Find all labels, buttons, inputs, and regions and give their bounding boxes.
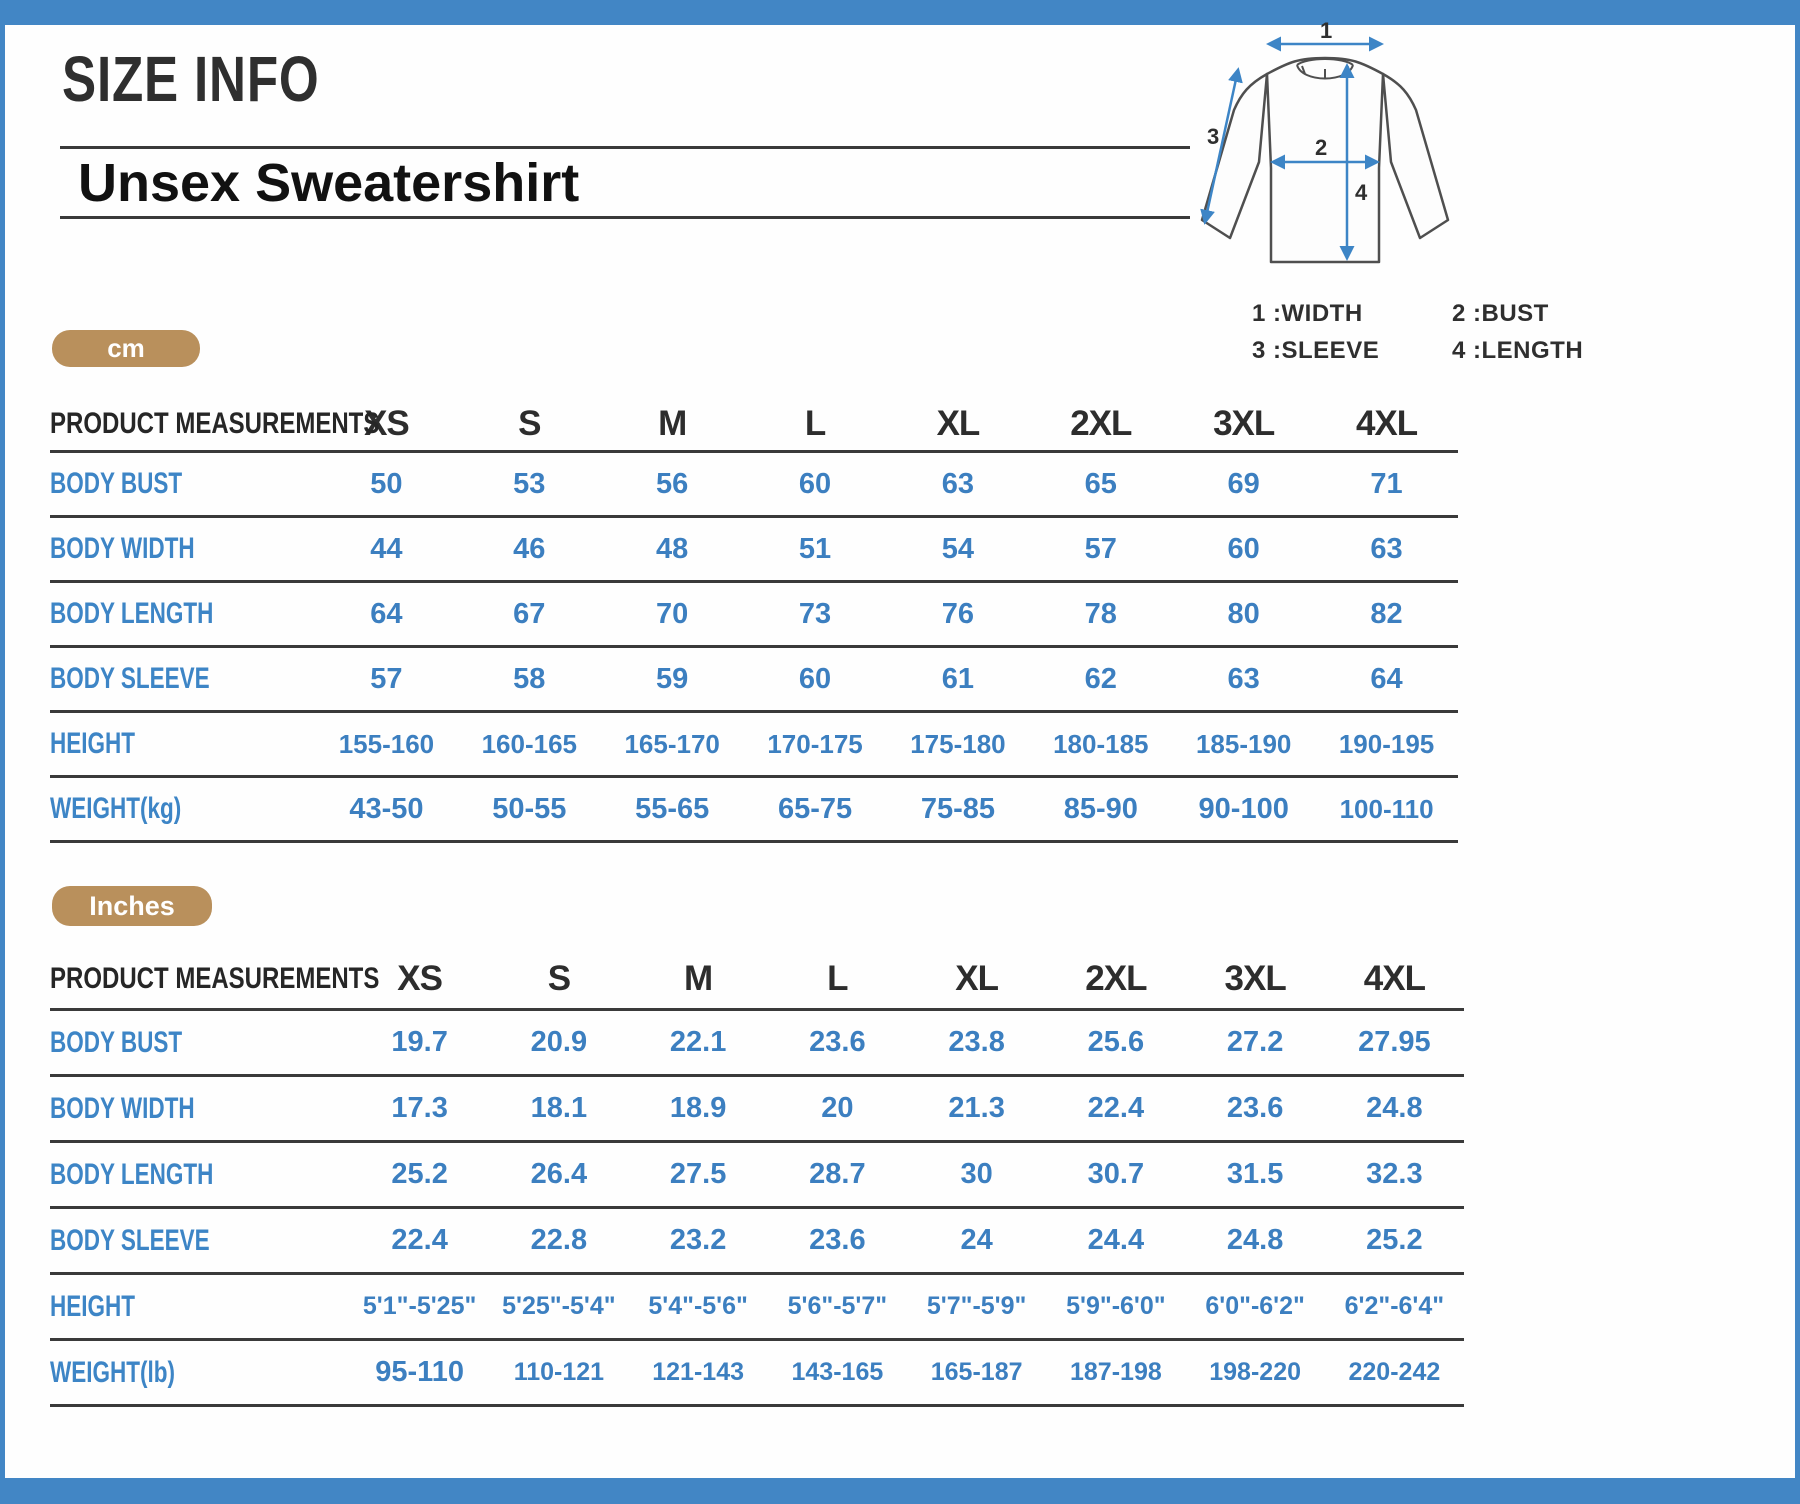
- table-row: [50, 778, 1458, 843]
- table-row: [50, 518, 1458, 583]
- size-value-cell: 24: [960, 1224, 993, 1256]
- size-value-cell: 62: [1084, 662, 1117, 695]
- size-value-cell: 71: [1370, 467, 1403, 500]
- size-value-cell: 51: [798, 532, 832, 565]
- row-label: HEIGHT: [50, 1289, 136, 1323]
- size-column-header: 2XL: [1070, 404, 1132, 443]
- size-value-cell: 76: [941, 597, 975, 630]
- table-header-row: [50, 398, 1458, 453]
- size-value-cell: 30: [960, 1158, 993, 1190]
- right-border-bar: [1795, 0, 1800, 1504]
- size-value-cell: 110-121: [513, 1358, 605, 1386]
- size-value-cell: 17.3: [391, 1092, 448, 1124]
- size-value-cell: 100-110: [1339, 793, 1434, 824]
- row-label: WEIGHT(lb): [50, 1355, 175, 1389]
- size-value-cell: 23.6: [809, 1026, 866, 1058]
- size-value-cell: 65: [1084, 467, 1117, 500]
- table-row: [50, 1209, 1464, 1275]
- size-value-cell: 21.3: [948, 1092, 1005, 1124]
- page-title: SIZE INFO: [62, 43, 320, 115]
- size-value-cell: 59: [656, 662, 689, 695]
- size-value-cell: 70: [656, 597, 689, 630]
- size-value-cell: 6'0"-6'2": [1205, 1292, 1305, 1320]
- table-row: [50, 1275, 1464, 1341]
- size-value-cell: 22.4: [391, 1224, 448, 1256]
- table-row: [50, 1143, 1464, 1209]
- size-value-cell: 64: [1370, 662, 1403, 695]
- row-label: BODY SLEEVE: [50, 662, 210, 695]
- size-value-cell: 48: [656, 532, 689, 565]
- size-value-cell: 220-242: [1348, 1358, 1441, 1386]
- table-row: [50, 1077, 1464, 1143]
- size-value-cell: 85-90: [1063, 792, 1138, 825]
- size-column-header: S: [518, 404, 541, 443]
- size-value-cell: 80: [1227, 597, 1260, 630]
- bust-marker-number: 2: [1315, 135, 1328, 160]
- size-value-cell: 27.5: [669, 1158, 727, 1190]
- size-value-cell: 55-65: [635, 792, 710, 825]
- table-row: [50, 1011, 1464, 1077]
- size-value-cell: 53: [513, 467, 546, 500]
- size-value-cell: 5'9"-6'0": [1066, 1292, 1166, 1320]
- size-value-cell: 63: [1227, 662, 1260, 695]
- size-column-header: 3XL: [1224, 959, 1286, 998]
- size-value-cell: 78: [1084, 597, 1117, 630]
- size-value-cell: 23.8: [948, 1026, 1005, 1058]
- size-column-header: 4XL: [1355, 404, 1418, 443]
- size-column-header: 4XL: [1363, 959, 1425, 998]
- row-label: HEIGHT: [50, 727, 136, 760]
- size-value-cell: 185-190: [1195, 728, 1292, 759]
- row-label: BODY BUST: [50, 467, 183, 500]
- size-column-header: L: [804, 404, 826, 443]
- size-value-cell: 67: [513, 597, 546, 630]
- table-row: [50, 648, 1458, 713]
- size-value-cell: 24.4: [1087, 1224, 1145, 1256]
- size-column-header: L: [827, 959, 848, 998]
- size-value-cell: 187-198: [1070, 1358, 1162, 1386]
- size-value-cell: 95-110: [375, 1356, 464, 1388]
- shirt-body-outline: [1267, 58, 1383, 262]
- size-value-cell: 25.2: [391, 1158, 448, 1190]
- right-sleeve-outline: [1383, 74, 1448, 238]
- top-border-bar: [0, 0, 1800, 25]
- size-value-cell: 190-195: [1338, 728, 1435, 759]
- size-value-cell: 26.4: [530, 1158, 588, 1190]
- size-value-cell: 60: [798, 467, 832, 500]
- inches-size-table: [50, 950, 1464, 1407]
- size-value-cell: 165-170: [624, 728, 720, 759]
- size-value-cell: 5'1"-5'25": [362, 1292, 477, 1320]
- size-value-cell: 19.7: [391, 1026, 448, 1058]
- size-value-cell: 24.8: [1226, 1224, 1284, 1256]
- size-value-cell: 5'25"-5'4": [502, 1292, 616, 1320]
- row-label: BODY LENGTH: [50, 597, 214, 630]
- size-value-cell: 75-85: [920, 792, 996, 825]
- row-label: BODY WIDTH: [50, 532, 195, 565]
- size-value-cell: 43-50: [349, 792, 424, 825]
- size-value-cell: 5'6"-5'7": [787, 1292, 888, 1320]
- legend-item-bust: 2 :BUST: [1452, 300, 1549, 327]
- size-value-cell: 73: [798, 597, 832, 630]
- size-value-cell: 18.9: [669, 1092, 727, 1124]
- size-value-cell: 27.2: [1226, 1026, 1284, 1058]
- size-value-cell: 18.1: [530, 1092, 588, 1124]
- size-value-cell: 58: [513, 662, 546, 695]
- measurement-legend: [1252, 300, 1583, 365]
- table-header-row: [50, 950, 1464, 1011]
- cm-size-table: [50, 398, 1458, 843]
- size-value-cell: 165-187: [930, 1358, 1023, 1386]
- width-marker-number: 1: [1320, 22, 1333, 43]
- size-value-cell: 50: [370, 467, 403, 500]
- size-column-header: XL: [936, 404, 980, 443]
- row-label: BODY WIDTH: [50, 1091, 195, 1125]
- product-name: Unsex Sweatershirt: [78, 153, 580, 213]
- size-value-cell: 24.8: [1366, 1092, 1423, 1124]
- size-value-cell: 23.2: [669, 1224, 727, 1256]
- size-value-cell: 64: [370, 597, 403, 630]
- length-marker-number: 4: [1355, 180, 1368, 205]
- size-value-cell: 28.7: [809, 1158, 866, 1190]
- legend-item-width: 1 :WIDTH: [1252, 300, 1363, 327]
- size-value-cell: 23.6: [809, 1224, 866, 1256]
- divider-line-top: [60, 146, 1190, 149]
- size-value-cell: 61: [941, 662, 975, 695]
- measurements-column-header: PRODUCT MEASUREMENTS: [50, 407, 380, 440]
- size-value-cell: 60: [1227, 532, 1260, 565]
- legend-item-sleeve: 3 :SLEEVE: [1252, 337, 1380, 364]
- divider-line-bottom: [60, 216, 1190, 219]
- size-column-header: XL: [955, 959, 998, 998]
- size-value-cell: 22.4: [1087, 1092, 1145, 1124]
- row-label: BODY LENGTH: [50, 1157, 214, 1191]
- sleeve-marker-number: 3: [1207, 124, 1220, 149]
- size-value-cell: 63: [1370, 532, 1403, 565]
- cm-unit-badge: cm: [52, 330, 200, 367]
- size-value-cell: 143-165: [791, 1358, 884, 1386]
- size-value-cell: 23.6: [1226, 1092, 1284, 1124]
- size-column-header: S: [547, 959, 571, 998]
- size-value-cell: 5'4"-5'6": [648, 1292, 748, 1320]
- size-value-cell: 20: [821, 1092, 854, 1124]
- sweatshirt-measurement-diagram: [1135, 22, 1515, 292]
- bottom-border-bar: [0, 1478, 1800, 1504]
- inches-unit-badge: Inches: [52, 886, 212, 926]
- table-row: [50, 453, 1458, 518]
- size-column-header: XS: [364, 404, 409, 443]
- size-column-header: M: [658, 404, 687, 443]
- size-value-cell: 22.8: [530, 1224, 588, 1256]
- legend-item-length: 4 :LENGTH: [1452, 337, 1584, 364]
- size-value-cell: 65-75: [777, 792, 853, 825]
- size-value-cell: 198-220: [1209, 1358, 1301, 1386]
- table-row: [50, 713, 1458, 778]
- row-label: WEIGHT(kg): [50, 792, 182, 825]
- size-value-cell: 82: [1370, 597, 1403, 630]
- size-value-cell: 54: [941, 532, 975, 565]
- size-value-cell: 44: [370, 532, 403, 565]
- size-value-cell: 25.2: [1366, 1224, 1423, 1256]
- size-column-header: XS: [397, 959, 442, 998]
- size-value-cell: 46: [513, 532, 546, 565]
- size-value-cell: 5'7"-5'9": [926, 1292, 1027, 1320]
- size-value-cell: 32.3: [1366, 1158, 1423, 1190]
- size-value-cell: 90-100: [1198, 792, 1289, 825]
- size-value-cell: 155-160: [338, 728, 435, 759]
- size-value-cell: 60: [798, 662, 832, 695]
- size-value-cell: 6'2"-6'4": [1344, 1292, 1445, 1320]
- size-value-cell: 22.1: [669, 1026, 727, 1058]
- size-value-cell: 25.6: [1087, 1026, 1145, 1058]
- size-value-cell: 57: [370, 662, 403, 695]
- measurements-column-header: PRODUCT MEASUREMENTS: [50, 962, 380, 995]
- size-value-cell: 180-185: [1053, 728, 1149, 759]
- size-value-cell: 20.9: [530, 1026, 588, 1058]
- size-column-header: 2XL: [1085, 959, 1147, 998]
- left-sleeve-outline: [1202, 74, 1267, 238]
- size-value-cell: 56: [656, 467, 689, 500]
- size-value-cell: 31.5: [1226, 1158, 1284, 1190]
- size-value-cell: 121-143: [652, 1358, 744, 1386]
- size-column-header: 3XL: [1213, 404, 1275, 443]
- size-value-cell: 50-55: [492, 792, 567, 825]
- size-column-header: M: [684, 959, 713, 998]
- table-row: [50, 1341, 1464, 1407]
- table-row: [50, 583, 1458, 648]
- size-value-cell: 175-180: [910, 728, 1006, 759]
- size-value-cell: 30.7: [1087, 1158, 1145, 1190]
- size-value-cell: 57: [1084, 532, 1117, 565]
- row-label: BODY SLEEVE: [50, 1223, 210, 1257]
- size-value-cell: 63: [941, 467, 975, 500]
- size-value-cell: 27.95: [1358, 1026, 1431, 1058]
- row-label: BODY BUST: [50, 1025, 183, 1059]
- size-value-cell: 69: [1227, 467, 1260, 500]
- left-border-bar: [0, 0, 5, 1504]
- size-value-cell: 160-165: [481, 728, 578, 759]
- size-value-cell: 170-175: [767, 728, 863, 759]
